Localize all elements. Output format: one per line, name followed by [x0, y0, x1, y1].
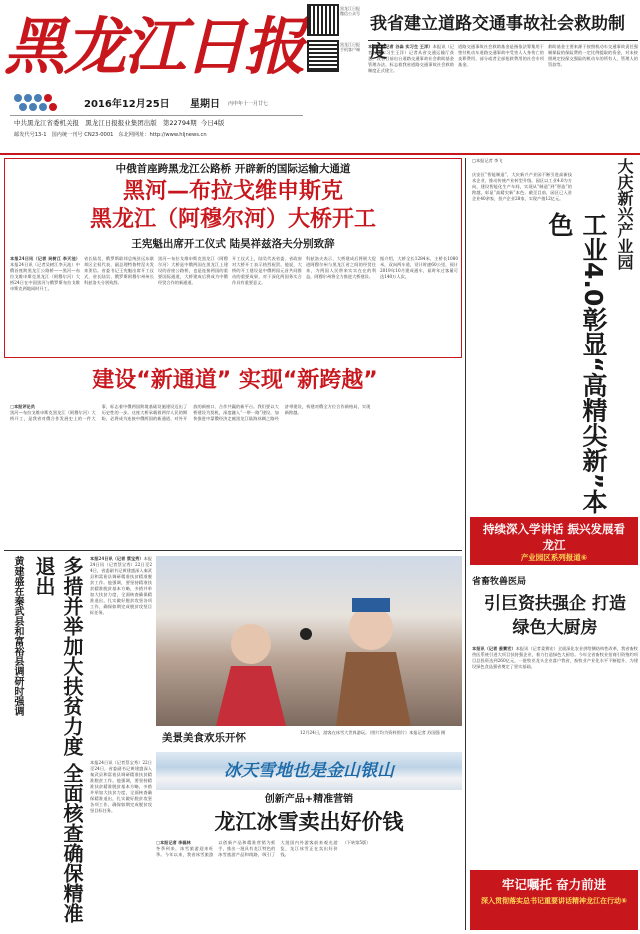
publisher: 中共黑龙江省委机关报: [14, 119, 79, 127]
top-story-col1: 本报讯（记者 谷淼 实习生 王洋）本报讯（记者谷淼实习生王洋）记者从省交通运输厅获悉，我省日前出台道路交通事故社会救助基金管理办法，标志着我省道路交通事故社会救助制度正式建立。: [368, 44, 454, 73]
masthead-bottom-rule: [0, 153, 640, 155]
top-story-col3: 救助基金主要来源于按照机动车交通事故责任强制保险的保险费的一定比例提取的资金，对未按照规定投保交强险的机动车的所有人、管理人的罚款等。: [548, 44, 638, 67]
photo-caption: 12月24日，游客在冰雪大世界游玩。（图片均为资料图片）本报记者 苏国强 摄: [300, 730, 446, 735]
code-line: [14, 130, 304, 140]
right-byline: □本报记者 李飞: [472, 158, 503, 163]
qr-app[interactable]: [307, 40, 339, 72]
commentary-title: 建设“新通道” 实现“新跨越”: [92, 368, 378, 393]
left-title: 多措并举加大扶贫力度 全面核查确保精准退出: [32, 556, 84, 923]
ad-banner-2[interactable]: [470, 870, 638, 930]
website[interactable]: 东北网网址：http://www.hljnews.cn: [118, 132, 207, 138]
right-divider: [465, 158, 466, 930]
commentary-text: [10, 404, 462, 548]
lead-kicker: 中俄首座跨黑龙江公路桥 开辟新的国际运输大通道: [115, 163, 351, 175]
left-column-text-2: 本报24日讯（记者蔡宝秀）22日至24日，省委副书记黄建盛深入秦武县和富裕县调研精准扶贫精准脱贫工作。他强调，要坚持精准扶贫精准脱贫基本方略，多措并举加大扶贫力度，全面核查确保精准退出，扎实做好脱贫攻坚各项工作，确保如期完成脱贫攻坚目标任务。: [90, 760, 152, 813]
qr-wechat[interactable]: [307, 4, 339, 36]
top-story-title: 我省建立道路交通事故社会救助制度: [370, 14, 625, 62]
photo-caption-title: 美景美食欢乐开怀: [162, 732, 246, 744]
feature-photo: [156, 556, 462, 726]
feature-byline: □本报记者 李磊林: [156, 840, 191, 845]
right-body-2: 本报讯（记者 姜赛宏）本报讯（记者姜赛宏）全面深化农业供给侧结构性改革，我省畜牧兽医系统引进大项目扶持强企业，着力打造绿色大厨房。今年全省畜牧业招商引资签约项目总投资达到260亿元，一批牧业龙头企业落户我省，畜牧业产业化水平不断提升，为建设绿色食品强省奠定了坚实基础。: [472, 646, 638, 669]
right-kicker: 大庆新兴产业园: [615, 158, 634, 270]
lead-byline: 本报24日讯（记者 吴树江 李天池）: [10, 256, 80, 261]
right-body: 庆安区“智能制造”，大庆新兴产业园不断引进高新技术企业，推动传统产业转型升级。园区以工业4.0为方向，建设智能化生产车间，实现从“制造”到“智造”的跨越，彰显“高精尖新”本色。截至目前，园区已入驻企业40余家，投产企业28家，实现产值12亿元。: [472, 172, 572, 201]
page-count: 今日4版: [200, 119, 225, 127]
lead-col-2: 省长陆昊，俄罗斯联邦总统驻远东联邦区全权代表、副总理特鲁特涅夫发来贺信。省委书记王宪魁出席开工仪式，省长陆昊、俄罗斯阿穆尔州州长科兹洛夫分别致辞。: [84, 256, 154, 285]
lead-col-6: 据介绍，大桥全长1284米，主桥长1080米，双向两车道，设计时速60公里，预计2019年10月建成通车，届时年过客量可达140万人次。: [380, 256, 458, 279]
right-title-2: 引巨资扶强企 打造绿色大厨房: [484, 594, 626, 638]
qr-app-label: 黑龙江日报 手机客户端: [340, 42, 360, 52]
right-title: 工业4.0彰显“高精尖新”本色: [545, 212, 608, 515]
feature-text: [156, 840, 462, 930]
commentary-body: 黑河—布拉戈维申斯克黑龙江（阿穆尔河）大桥开工，是我省对俄合作发展史上的一件大事，标志着中俄两国跨境基础设施建设迈出了历史性的一步。这座大桥承载着两岸人民的期盼，必将成为连接中俄两国的新通道、对外开放的新窗口、合作共赢的新平台。我们要以大桥建设为契机，深度融入“一带一路”建设，加快推进中蒙俄经济走廊黑龙江陆海丝绸之路经济带建设，构建对俄全方位合作新格局，实现新跨越。: [10, 404, 371, 421]
commentary-rule: [4, 550, 462, 551]
masthead-rule: [10, 115, 303, 116]
ad-banner-1-sub: 产业园区系列报道⑥: [520, 553, 588, 562]
right-byline-2: 本报讯（记者 姜赛宏）: [472, 646, 516, 651]
masthead: [0, 0, 305, 155]
lead-col-3: 黑河—布拉戈维申斯克黑龙江（阿穆尔河）大桥是中俄两国在黑龙江上建设的首座公路桥，也是连接两国的重要国际通道，大桥建成后将成为中俄经贸合作的新通道。: [158, 256, 228, 285]
feature-banner-text: 冰天雪地也是金山银山: [224, 761, 394, 781]
feature-kicker: 创新产品+精准营销: [264, 794, 354, 805]
lead-col-4: 开工仪式上，陆昊代表省委、省政府对大桥开工表示热烈祝贺。他说，大桥的开工建设是中俄两国元首共同推动的重要成果，对于深化两国务实合作具有重要意义。: [232, 256, 302, 285]
postal-code: 邮发代号13-1: [14, 132, 47, 138]
cn-number: 国内统一刊号 CN23-0001: [51, 132, 114, 138]
ad-banner-1[interactable]: [470, 517, 638, 565]
top-story-col2: 道路交通事故社会救助基金是指依法筹集用于垫付机动车道路交通事故中受害人人身伤亡的丧葬费用、部分或者全部抢救费用的社会专项基金。: [458, 44, 544, 67]
publisher-line: [14, 118, 304, 128]
right-kicker-2: 省畜牧兽医局: [472, 577, 527, 587]
ad-banner-2-sub: 深入贯彻落实总书记重要讲话精神龙江在行动⑥: [481, 897, 627, 905]
qr-wechat-label: 黑龙江日报 微信公众号: [340, 6, 360, 16]
logo-hexagon-icon: [12, 92, 66, 116]
issue-number: 第22794期: [162, 119, 197, 127]
left-column-text: 本报24日讯（记者 蔡宝秀）本报24日讯（记者蔡宝秀）22日至24日，省委副书记黄建盛深入秦武县和富裕县调研精准扶贫精准脱贫工作。他强调，要坚持精准扶贫精准脱贫基本方略，多措并举加大扶贫力度，全面核查确保精准退出，扎实做好脱贫攻坚各项工作，确保如期完成脱贫攻坚目标任务。: [90, 556, 152, 615]
lead-subtitle: 王宪魁出席开工仪式 陆昊祥兹洛夫分别致辞: [131, 238, 335, 250]
left-byline: 本报24日讯（记者 蔡宝秀）: [90, 556, 144, 561]
group: 黑龙江日报报业集团出版: [85, 119, 157, 127]
issue-weekday: 星期日: [190, 99, 220, 110]
masthead-title: 黑龙江日报: [4, 10, 305, 83]
lead-col-1: 本报24日讯（记者 吴树江 李天池）本报24日讯（记者吴树江李天池）中俄首座跨黑龙江公路桥——黑河—布拉戈维申斯克黑龙江（阿穆尔河）大桥24日在中国黑河与俄罗斯布拉戈维申斯克两地同时开工。: [10, 256, 80, 291]
left-head: 黄建盛在秦武县和富裕县调研时强调: [12, 556, 23, 716]
feature-body: 冬季到来，冰雪旅游迎来旺季。今年以来，我省冰雪旅游以创新产品和精准营销为抓手，推出一批具有龙江特色的冰雪旅游产品和线路，吸引了大批国内外游客前来观光游览，龙江冰雪正在卖出好价钱。: [156, 840, 338, 857]
lead-title-2: 黑龙江（阿穆尔河）大桥开工: [89, 207, 376, 232]
lead-title-1: 黑河—布拉戈维申斯克: [122, 179, 343, 204]
top-story-rule: [368, 40, 638, 41]
feature-title: 龙江冰雪卖出好价钱: [214, 810, 404, 834]
lunar-date: 丙申年十一月廿七: [228, 101, 269, 107]
commentary-byline: □本报评论员: [10, 404, 35, 409]
feature-continued: （下转第5版）: [342, 840, 371, 845]
lead-col-5: 科兹洛夫表示，大桥建成后将极大促进阿穆尔州与黑龙江省之间的经贸往来，为两国人民带来实实在在的利益，阿穆尔州将全力推进大桥建设。: [306, 256, 376, 279]
ad-banner-1-text: 持续深入学讲话 振兴发展看龙江: [482, 522, 625, 552]
ad-banner-2-text: 牢记嘱托 奋力前进: [501, 877, 607, 892]
issue-date: 2016年12月25日: [84, 99, 170, 110]
top-story-byline: 本报讯（记者 谷淼 实习生 王洋）: [368, 44, 433, 49]
photo-people-illustration: [156, 556, 462, 726]
